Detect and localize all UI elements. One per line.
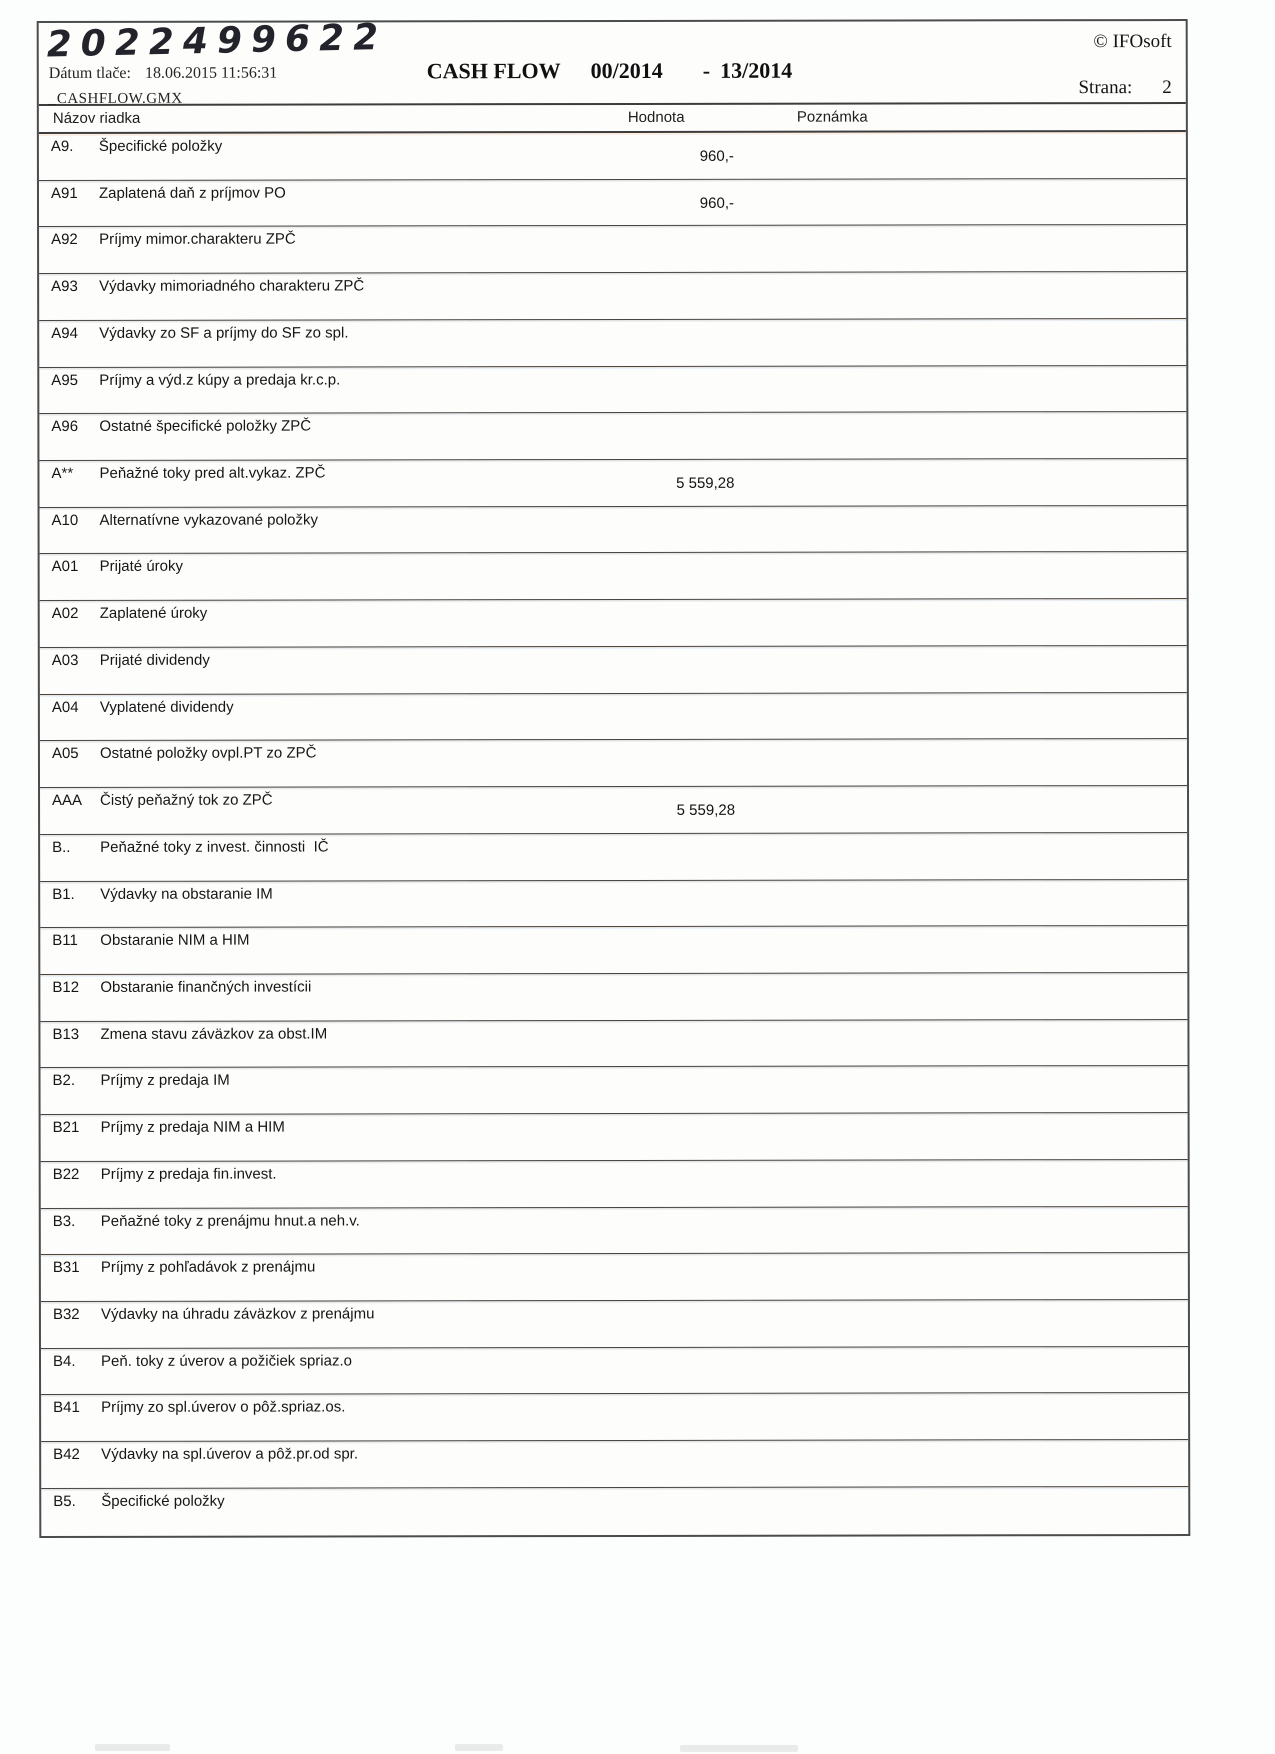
table-body <box>39 132 1188 1536</box>
print-date-value: 18.06.2015 11:56:31 <box>144 64 278 82</box>
row-code: B12 <box>52 978 80 996</box>
row-value: 5 559,28 <box>676 474 735 492</box>
row-label: Zaplatené úroky <box>99 604 208 623</box>
row-code: B21 <box>52 1119 80 1137</box>
row-label: Príjmy z predaja NIM a HIM <box>100 1118 285 1136</box>
row-label: Peň. toky z úverov a požičiek spriaz.o <box>101 1352 352 1370</box>
row-label: Príjmy z predaja IM <box>100 1072 230 1090</box>
page-number-line <box>1078 77 1171 99</box>
row-code: A05 <box>51 745 79 763</box>
row-label: Príjmy z pohľadávok z prenájmu <box>100 1258 316 1277</box>
table-row <box>41 1207 1188 1256</box>
row-label: Alternatívne vykazované položky <box>99 511 319 529</box>
row-label: Obstaranie NIM a HIM <box>100 931 250 950</box>
table-row <box>40 552 1187 601</box>
table-row <box>39 459 1186 508</box>
row-code: A10 <box>51 511 79 529</box>
table-row <box>41 1066 1188 1115</box>
row-code: B.. <box>52 838 71 856</box>
row-code: B31 <box>52 1259 80 1277</box>
row-code: A95 <box>51 371 79 389</box>
table-row <box>41 1300 1188 1349</box>
report-frame <box>37 16 1191 1538</box>
period-from: 00/2014 <box>590 57 663 84</box>
row-label: Príjmy a výd.z kúpy a predaja kr.c.p. <box>99 371 341 389</box>
row-label: Výdavky zo SF a príjmy do SF zo spl. <box>99 324 349 342</box>
report-file-name: _CASHFLOW.GMX <box>48 90 183 107</box>
row-code: A94 <box>51 324 78 342</box>
row-value: 960,- <box>699 147 734 165</box>
row-label: Prijaté úroky <box>99 558 184 576</box>
scan-artifact <box>680 1745 798 1752</box>
table-row <box>40 739 1187 788</box>
row-code: B11 <box>52 932 78 950</box>
row-code: B2. <box>52 1072 76 1090</box>
row-code: B41 <box>53 1399 80 1417</box>
table-row <box>40 879 1187 928</box>
table-row <box>40 786 1187 835</box>
row-label: Výdavky na spl.úverov a pôž.pr.od spr. <box>101 1445 359 1464</box>
table-row <box>40 926 1187 975</box>
row-code: A92 <box>51 231 78 249</box>
table-row <box>41 1393 1188 1442</box>
table-row <box>41 1487 1188 1536</box>
table-row <box>39 412 1186 461</box>
row-label: Výdavky na úhradu záväzkov z prenájmu <box>100 1305 375 1323</box>
row-code: A93 <box>51 278 78 296</box>
page-number-value: 2 <box>1162 77 1172 99</box>
row-code: A02 <box>51 605 79 623</box>
row-value: 960,- <box>699 194 735 212</box>
report-title: CASH FLOW <box>426 58 561 84</box>
row-code: A04 <box>51 698 79 716</box>
row-label: Ostatné položky ovpl.PT zo ZPČ <box>99 744 317 763</box>
copyright-text: © IFOsoft <box>1093 31 1172 53</box>
report-title-row <box>427 58 792 85</box>
row-label: Výdavky mimoriadného charakteru ZPČ <box>99 277 365 296</box>
period-to: 13/2014 <box>720 57 793 83</box>
row-label: Špecifické položky <box>101 1492 225 1510</box>
row-label: Obstaranie finančných investícii <box>100 978 312 996</box>
handwritten-number: 2022499622 <box>46 16 388 66</box>
table-row <box>39 366 1186 415</box>
row-code: B5. <box>53 1492 76 1510</box>
table-row <box>40 1020 1187 1069</box>
report-header <box>39 16 1186 107</box>
table-row <box>39 225 1186 274</box>
scan-artifact <box>95 1744 170 1751</box>
table-row <box>40 506 1187 555</box>
table-row <box>40 973 1187 1022</box>
row-code: B42 <box>53 1446 80 1464</box>
table-row <box>39 179 1186 228</box>
row-code: A01 <box>51 558 79 576</box>
table-row <box>40 599 1187 648</box>
row-code: AAA <box>52 791 83 810</box>
row-label: Špecifické položky <box>98 137 223 155</box>
table-column-headers <box>39 104 1186 134</box>
row-code: B32 <box>52 1305 80 1323</box>
row-label: Príjmy mimor.charakteru ZPČ <box>99 230 296 249</box>
scan-artifact <box>455 1744 503 1751</box>
row-label: Peňažné toky pred alt.vykaz. ZPČ <box>99 464 326 482</box>
row-label: Zmena stavu záväzkov za obst.IM <box>100 1025 328 1043</box>
row-code: B1. <box>52 885 75 903</box>
print-date-line <box>49 65 278 83</box>
row-label: Čistý peňažný tok zo ZPČ <box>100 791 273 809</box>
row-label: Peňažné toky z prenájmu hnut.a neh.v. <box>100 1211 360 1230</box>
row-code: A96 <box>51 418 79 436</box>
row-label: Zaplatená daň z príjmov PO <box>98 184 286 202</box>
table-row <box>39 132 1186 181</box>
row-label: Vyplatené dividendy <box>99 698 234 716</box>
table-row <box>39 319 1186 368</box>
table-row <box>40 646 1187 695</box>
table-row <box>41 1253 1188 1302</box>
row-label: Ostatné špecifické položky ZPČ <box>99 417 312 436</box>
row-code: B22 <box>52 1165 80 1183</box>
row-code: A03 <box>51 651 79 669</box>
row-label: Peňažné toky z invest. činnosti IČ <box>100 838 329 856</box>
row-code: B3. <box>52 1212 76 1230</box>
row-label: Výdavky na obstaranie IM <box>100 885 273 903</box>
row-label: Prijaté dividendy <box>99 651 210 669</box>
row-code: A91 <box>50 184 78 202</box>
table-row <box>40 693 1187 742</box>
table-row <box>41 1440 1188 1489</box>
table-row <box>39 272 1186 321</box>
row-code: A** <box>51 464 74 483</box>
table-row <box>41 1160 1188 1209</box>
row-code: A9. <box>50 137 74 155</box>
table-row <box>40 833 1187 882</box>
period-separator: - <box>702 57 711 83</box>
row-code: B13 <box>52 1025 80 1043</box>
column-header-name: Názov riadka <box>52 109 141 127</box>
column-header-value: Hodnota <box>627 108 685 126</box>
row-code: B4. <box>53 1352 76 1370</box>
row-value: 5 559,28 <box>676 801 736 819</box>
print-date-label: Dátum tlače: <box>48 64 131 82</box>
table-row <box>41 1113 1188 1162</box>
column-header-note: Poznámka <box>796 108 868 126</box>
row-label: Príjmy z predaja fin.invest. <box>100 1165 277 1183</box>
row-label: Príjmy zo spl.úverov o pôž.spriaz.os. <box>101 1398 346 1417</box>
page-number-label: Strana: <box>1078 77 1133 99</box>
table-row <box>41 1347 1188 1396</box>
